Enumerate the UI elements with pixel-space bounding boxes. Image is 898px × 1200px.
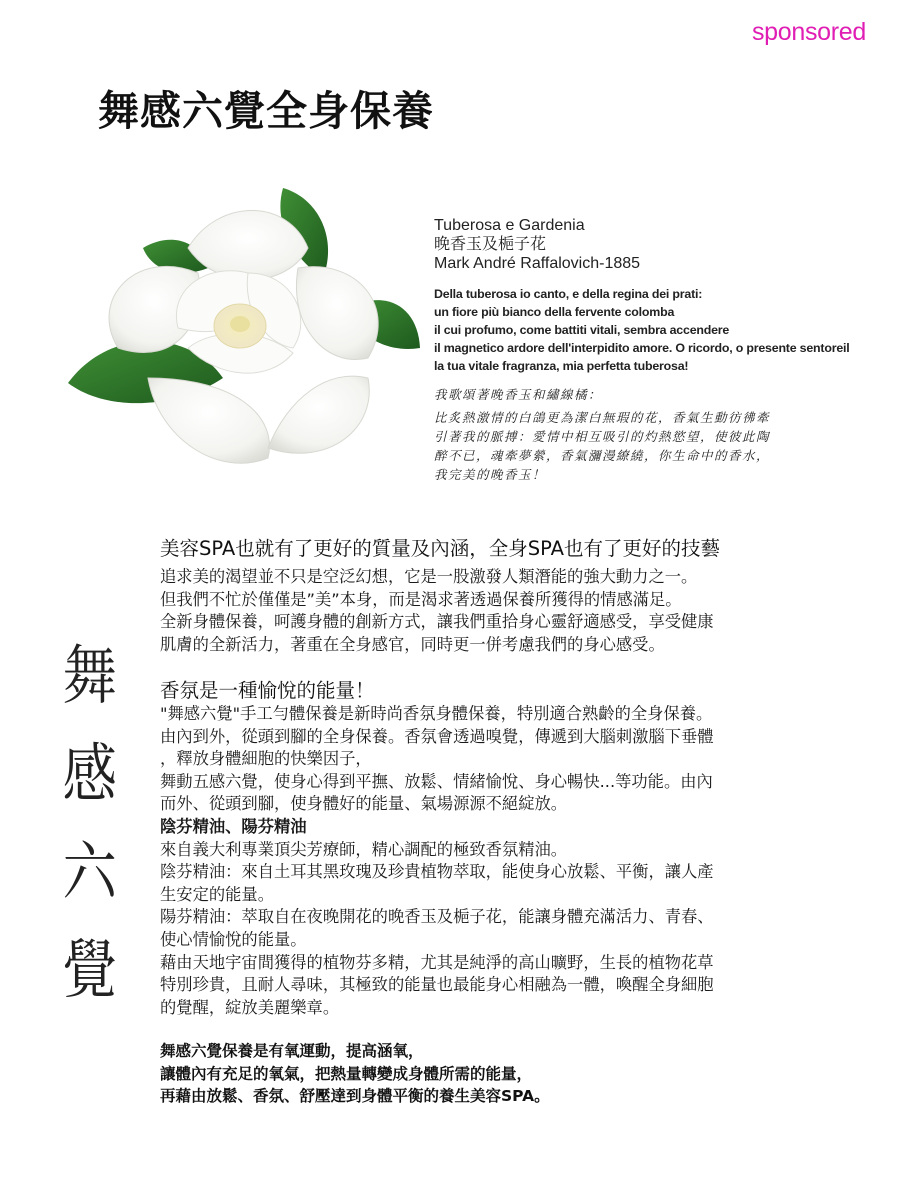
poem-italian-line: il magnetico ardore dell'interpidito amore. O ricordo, o presente sentoreil bbox=[434, 341, 850, 355]
poem-title-chinese: 晚香玉及梔子花 bbox=[434, 236, 547, 253]
gardenia-flower-illustration bbox=[48, 178, 428, 498]
poem-italian-line: un fiore più bianco della fervente colomba bbox=[434, 305, 675, 319]
section2-body bbox=[160, 703, 714, 1019]
section2-line: 藉由天地宇宙間獲得的植物芬多精，尤其是純淨的高山曠野，生長的植物花草 bbox=[160, 952, 714, 972]
poem-chinese-line: 我歌頌著晚香玉和繡線橘： bbox=[434, 387, 603, 402]
poem-chinese-line: 醉不已，魂牽夢縈，香氣瀰漫繚繞，你生命中的香水， bbox=[434, 448, 771, 463]
calligraphy-title bbox=[58, 628, 118, 1020]
closing-line: 舞感六覺保養是有氧運動，提高涵氧， bbox=[160, 1042, 424, 1060]
section2-line: 而外、從頭到腳，使身體好的能量、氣場源源不絕綻放。 bbox=[160, 794, 568, 814]
section1-line: 追求美的渴望並不只是空泛幻想，它是一股激發人類潛能的強大動力之一。 bbox=[160, 567, 698, 586]
page-title: 舞感六覺全身保養 bbox=[98, 87, 434, 135]
closing-line: 讓體內有充足的氧氣，把熱量轉變成身體所需的能量， bbox=[160, 1064, 533, 1083]
section2-line: 來自義大利專業頂尖芳療師，精心調配的極致香氛精油。 bbox=[160, 839, 568, 859]
section2-line: 的覺醒，綻放美麗樂章。 bbox=[160, 997, 340, 1017]
poem-italian-line: il cui profumo, come battiti vitali, sembra accendere bbox=[434, 323, 730, 337]
calligraphy-char: 感 bbox=[62, 738, 117, 812]
section2-line: 生安定的能量。 bbox=[160, 884, 274, 904]
poem-italian-line: la tua vitale fragranza, mia perfetta tuberosa! bbox=[434, 359, 689, 373]
sponsored-label: sponsored bbox=[751, 18, 866, 46]
poem-chinese-line: 引著我的脈搏：愛情中相互吸引的灼熱慾望，使彼此陶 bbox=[434, 429, 771, 444]
section2-line: "舞感六覺"手工勻體保養是新時尚香氛身體保養，特別適合熟齡的全身保養。 bbox=[160, 704, 713, 723]
section2-line: 由內到外，從頭到腳的全身保養。香氛會透過嗅覺，傳遞到大腦刺激腦下垂體 bbox=[160, 726, 714, 746]
section1-line: 全新身體保養，呵護身體的創新方式，讓我們重拾身心靈舒適感受，享受健康 bbox=[160, 612, 714, 632]
closing-line: 再藉由放鬆、香氛、舒壓達到身體平衡的養生美容SPA。 bbox=[160, 1087, 550, 1105]
poem-italian-text bbox=[434, 285, 874, 375]
poem-author: Mark André Raffalovich-1885 bbox=[434, 255, 641, 272]
section2-line: 舞動五感六覺，使身心得到平撫、放鬆、情緒愉悅、身心暢快...等功能。由內 bbox=[160, 771, 713, 791]
calligraphy-char: 六 bbox=[62, 836, 117, 910]
section2-line: 使心情愉悅的能量。 bbox=[160, 929, 307, 949]
closing-statement bbox=[160, 1040, 550, 1108]
section1-heading: 美容SPA也就有了更好的質量及內涵，全身SPA也有了更好的技藝 bbox=[160, 537, 720, 560]
calligraphy-char: 舞 bbox=[62, 640, 117, 714]
section2-line: ，釋放身體細胞的快樂因子， bbox=[160, 749, 372, 769]
poem-chinese-text bbox=[434, 385, 874, 484]
section2-line: 陰芬精油：來自土耳其黑玫瑰及珍貴植物萃取，能使身心放鬆、平衡，讓人產 bbox=[160, 862, 714, 882]
section1-body bbox=[160, 566, 714, 656]
poem-italian-line: Della tuberosa io canto, e della regina dei prati: bbox=[434, 287, 703, 301]
poem-title-italian: Tuberosa e Gardenia bbox=[434, 217, 585, 234]
section1-line: 肌膚的全新活力，著重在全身感官，同時更一併考慮我們的身心感受。 bbox=[160, 634, 665, 654]
poem-block bbox=[434, 216, 874, 484]
section2-line: 特別珍貴，且耐人尋味，其極致的能量也最能身心相融為一體，喚醒全身細胞 bbox=[160, 975, 714, 995]
section2-heading: 香氛是一種愉悅的能量！ bbox=[160, 679, 375, 702]
section2-line: 陽芬精油：萃取自在夜晚開花的晚香玉及梔子花，能讓身體充滿活力、青春、 bbox=[160, 907, 714, 927]
calligraphy-char: 覺 bbox=[62, 934, 117, 1008]
poem-chinese-line: 我完美的晚香玉！ bbox=[434, 467, 547, 482]
poem-chinese-line: 比炙熱激情的白鴿更為潔白無瑕的花，香氣生動彷彿牽 bbox=[434, 410, 771, 425]
section1-line: 但我們不忙於僅僅是”美”本身，而是渴求著透過保養所獲得的情感滿足。 bbox=[160, 589, 682, 609]
section2-subheading: 陰芬精油、陽芬精油 bbox=[160, 816, 307, 836]
